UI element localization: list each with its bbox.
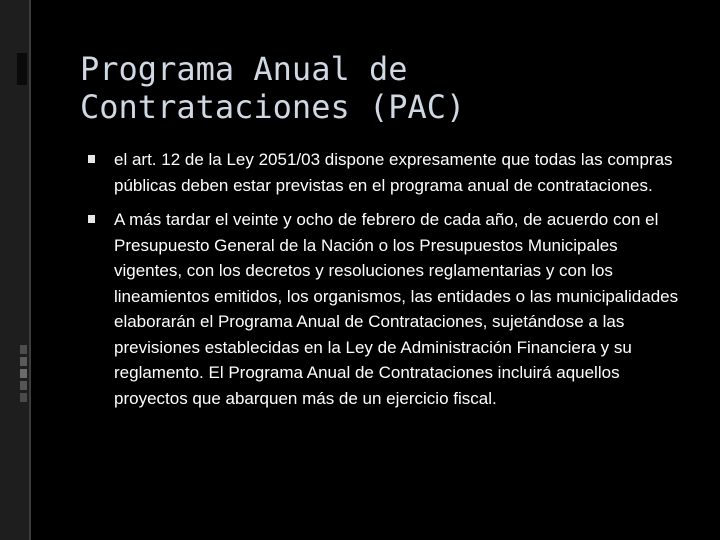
side-mark [20,357,27,366]
slide-title-line2: Contrataciones (PAC) [80,88,466,126]
square-bullet-icon [88,215,95,223]
side-mark [20,369,27,378]
slide-title-line1: Programa Anual de [80,50,408,88]
title-marker [17,53,27,85]
square-bullet-icon [88,155,95,163]
side-mark [20,381,27,390]
slide-title [80,50,700,126]
side-decorative-marks [20,345,27,405]
bullet-text: A más tardar el veinte y ocho de febrero de cada año, de acuerdo con el Presupuesto General de la Nación o los Presupuestos Municipales vigentes, con los decretos y resoluciones reglamentarias y con los lineamientos emitidos, los organismos, las entidades o las municipalidades elaborarán el Programa Anual de Contrataciones, sujetándose a las previsiones establecidas en la Ley de Administración Financiera y su reglamento. El Programa Anual de Contrataciones incluirá aquellos proyectos que abarquen más de un ejercicio fiscal. [114,210,679,408]
bullet-text: el art. 12 de la Ley 2051/03 dispone expresamente que todas las compras públicas deben estar previstas en el programa anual de contrataciones. [114,150,673,195]
side-mark [20,393,27,402]
bullet-item [88,147,688,198]
bullet-list [88,147,688,420]
side-mark [20,345,27,354]
vertical-divider [29,0,31,540]
bullet-item [88,207,688,411]
